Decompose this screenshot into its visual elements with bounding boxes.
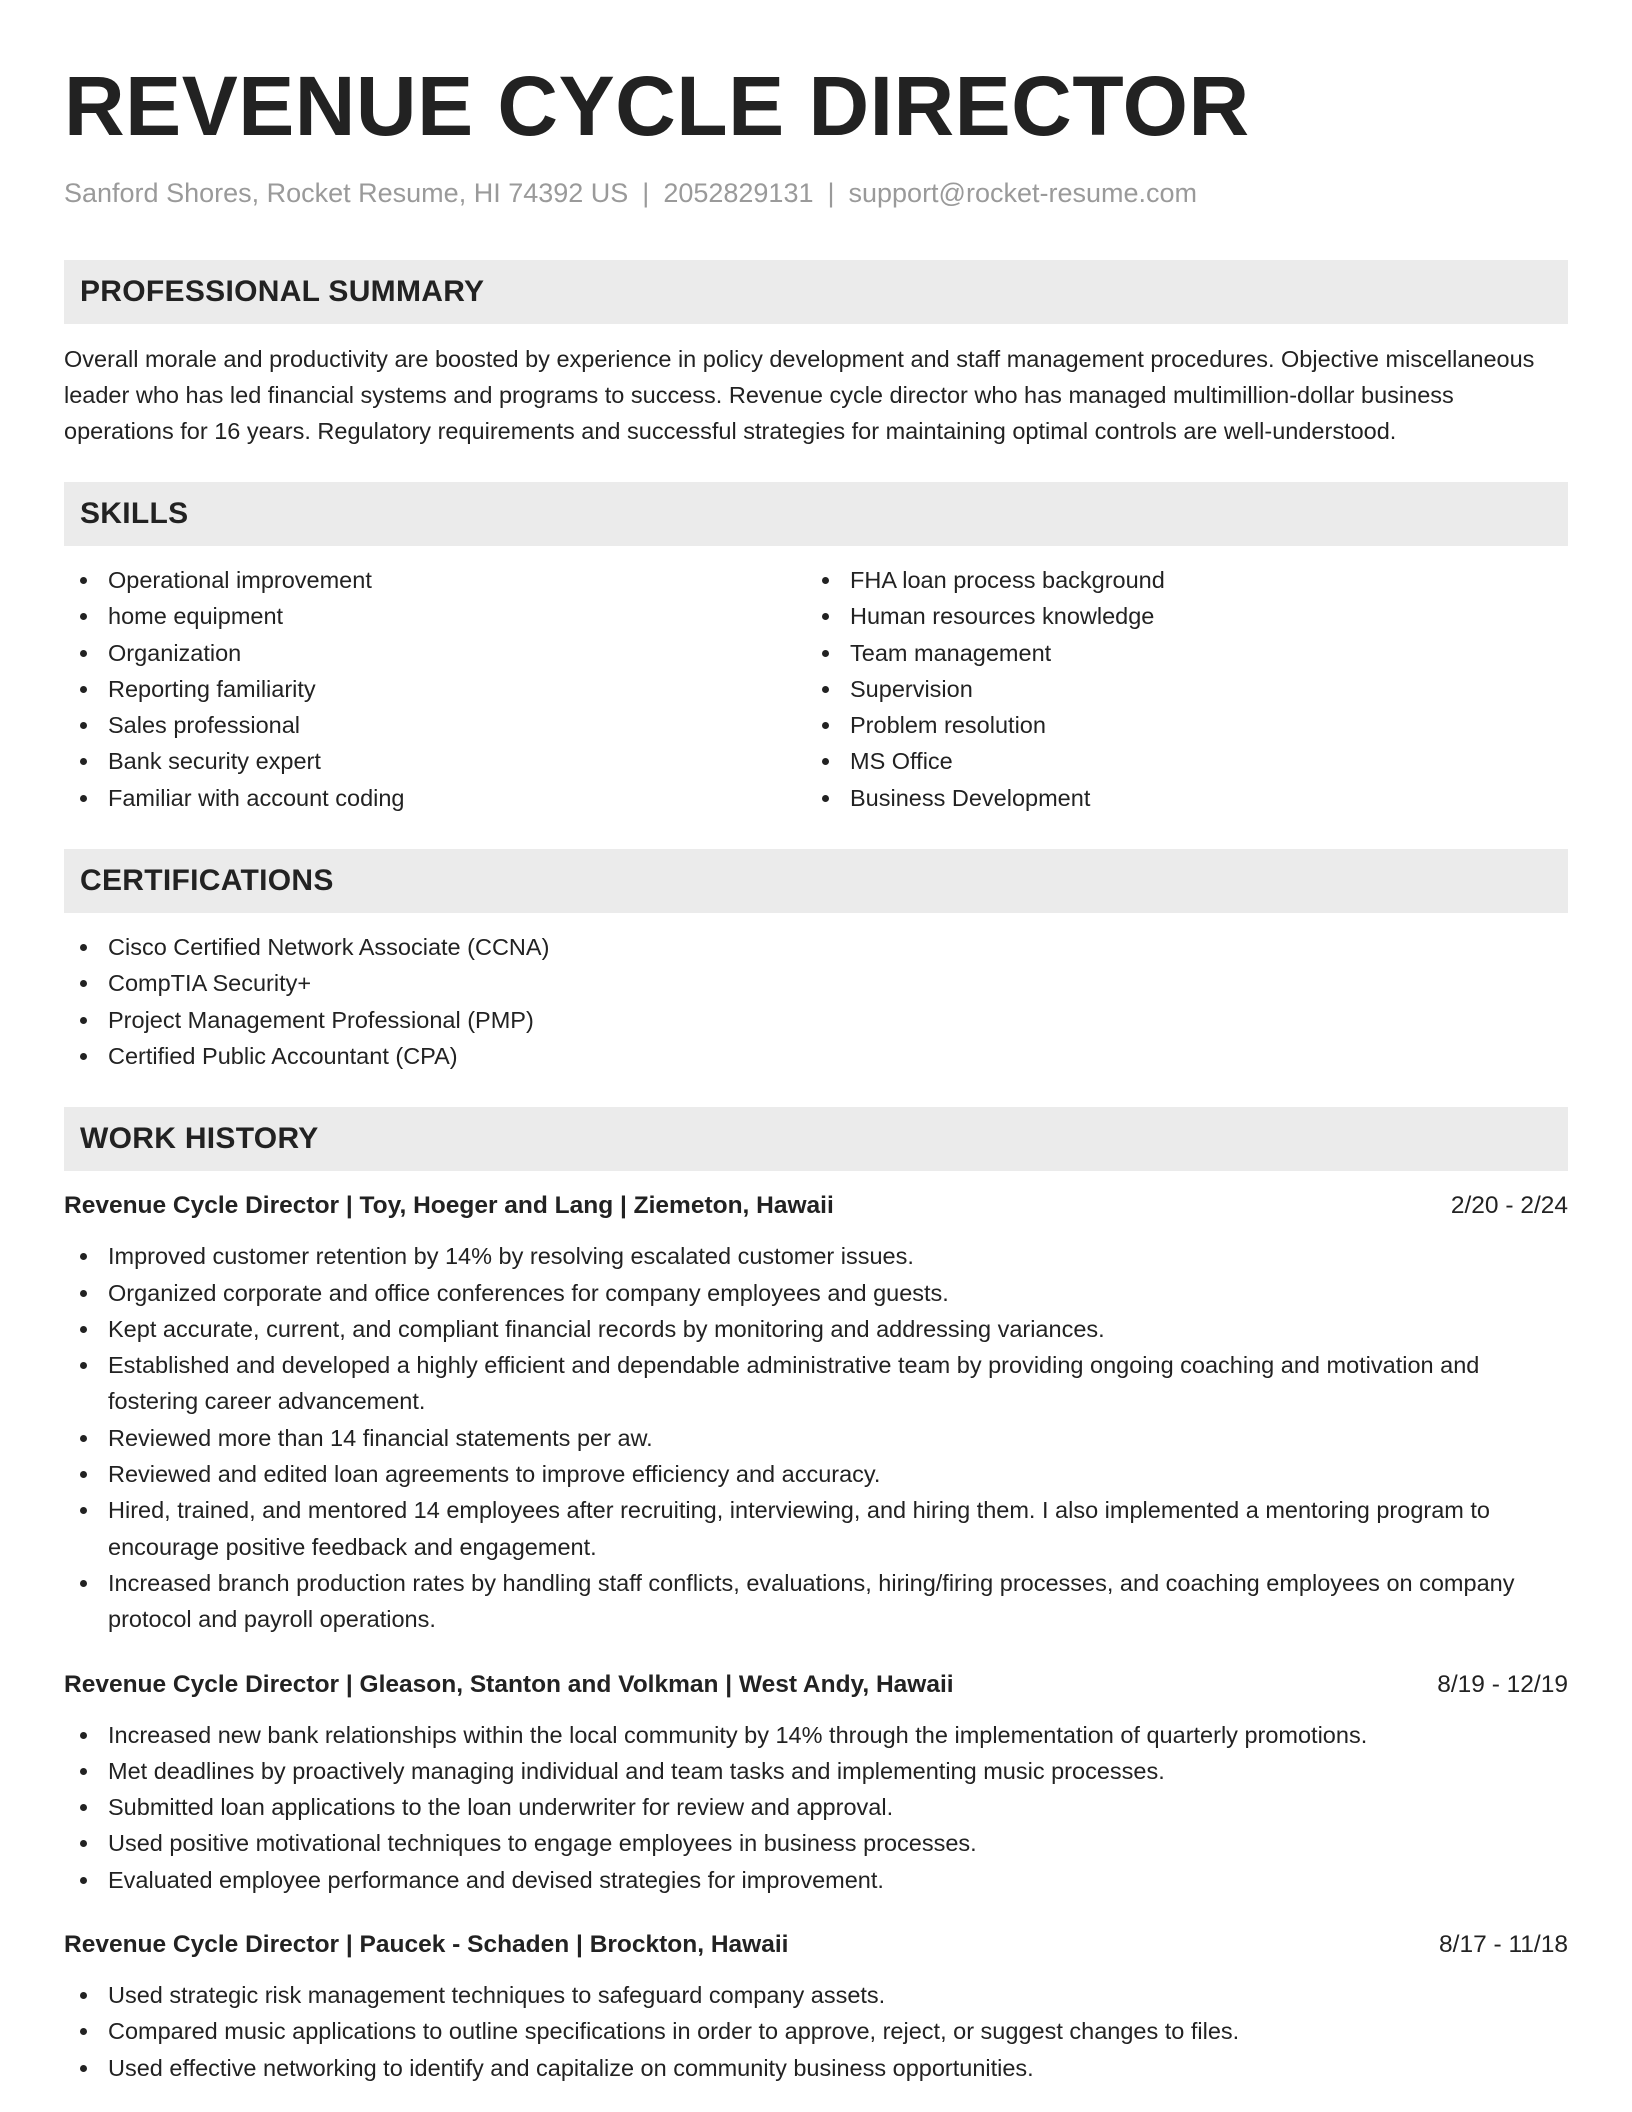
job-title-line: Revenue Cycle Director | Gleason, Stanton and Volkman | West Andy, Hawaii [64, 1670, 954, 1698]
job-bullet-list [64, 1717, 1568, 1898]
job-dates: 2/20 - 2/24 [1450, 1192, 1568, 1220]
job-heading [64, 1189, 1568, 1223]
job-heading [64, 1928, 1568, 1962]
contact-phone: 2052829131 [663, 178, 814, 208]
job-bullet: Reviewed more than 14 financial statements per aw. [64, 1420, 1568, 1456]
skill-item: FHA loan process background [806, 562, 1548, 598]
skills-list-left [64, 562, 806, 816]
job-bullet-list [64, 1238, 1568, 1637]
contact-separator: | [827, 178, 835, 208]
job-bullet: Organized corporate and office conferences for company employees and guests. [64, 1275, 1568, 1311]
skill-item: Organization [64, 635, 806, 671]
contact-address: Sanford Shores, Rocket Resume, HI 74392 US [64, 178, 629, 208]
job-bullet: Compared music applications to outline specifications in order to approve, reject, or suggest changes to files. [64, 2013, 1568, 2049]
job-bullet: Met deadlines by proactively managing individual and team tasks and implementing music processes. [64, 1753, 1568, 1789]
certification-item: Cisco Certified Network Associate (CCNA) [64, 929, 1568, 965]
resume-content [64, 56, 1568, 2086]
job-bullet: Hired, trained, and mentored 14 employees after recruiting, interviewing, and hiring them. I also implemented a mentoring program to encourage positive feedback and engagement. [64, 1492, 1568, 1565]
skill-item: Supervision [806, 671, 1548, 707]
certifications-list [64, 929, 1568, 1074]
job-bullet: Improved customer retention by 14% by resolving escalated customer issues. [64, 1238, 1568, 1274]
certification-item: Project Management Professional (PMP) [64, 1002, 1568, 1038]
job-bullet: Submitted loan applications to the loan underwriter for review and approval. [64, 1789, 1568, 1825]
skill-item: Human resources knowledge [806, 598, 1548, 634]
job-bullet: Reviewed and edited loan agreements to improve efficiency and accuracy. [64, 1456, 1568, 1492]
job-bullet: Increased branch production rates by handling staff conflicts, evaluations, hiring/firing processes, and coaching employees on company protocol and payroll operations. [64, 1565, 1568, 1638]
contact-email[interactable]: support@rocket-resume.com [848, 178, 1198, 208]
section-heading-skills: SKILLS [64, 482, 1568, 546]
skill-item: Sales professional [64, 707, 806, 743]
skills-list-right [806, 562, 1548, 816]
job-bullet: Increased new bank relationships within the local community by 14% through the implementation of quarterly promotions. [64, 1717, 1568, 1753]
job-bullet: Used strategic risk management techniques to safeguard company assets. [64, 1977, 1568, 2013]
skill-item: Problem resolution [806, 707, 1548, 743]
skill-item: Operational improvement [64, 562, 806, 598]
certification-item: Certified Public Accountant (CPA) [64, 1038, 1568, 1074]
skill-item: MS Office [806, 743, 1548, 779]
job-dates: 8/17 - 11/18 [1439, 1931, 1568, 1959]
job-title-line: Revenue Cycle Director | Paucek - Schaden | Brockton, Hawaii [64, 1931, 789, 1959]
summary-text: Overall morale and productivity are boosted by experience in policy development and staff management procedures. Objective miscellaneous leader who has led financial systems and programs to success. Revenue cycle director who has managed multimillion-dollar business operations for 16 years. Regulatory requirements and successful strategies for maintaining optimal controls are well-understood. [64, 346, 1535, 444]
job-bullet: Evaluated employee performance and devised strategies for improvement. [64, 1862, 1568, 1898]
job-bullet: Kept accurate, current, and compliant financial records by monitoring and addressing variances. [64, 1311, 1568, 1347]
skill-item: Familiar with account coding [64, 780, 806, 816]
job-bullet: Established and developed a highly efficient and dependable administrative team by providing ongoing coaching and motivation and fostering career advancement. [64, 1347, 1568, 1420]
job-dates: 8/19 - 12/19 [1437, 1670, 1568, 1698]
skills-columns [64, 562, 1568, 816]
job-title-line: Revenue Cycle Director | Toy, Hoeger and Lang | Ziemeton, Hawaii [64, 1192, 834, 1220]
section-heading-certifications: CERTIFICATIONS [64, 849, 1568, 913]
certification-item: CompTIA Security+ [64, 965, 1568, 1001]
section-heading-summary: PROFESSIONAL SUMMARY [64, 260, 1568, 324]
job-bullet: Used effective networking to identify and capitalize on community business opportunities. [64, 2050, 1568, 2086]
skill-item: Business Development [806, 780, 1548, 816]
contact-line [64, 176, 1568, 210]
skill-item: Bank security expert [64, 743, 806, 779]
job-bullet-list [64, 1977, 1568, 2086]
contact-separator: | [642, 178, 650, 208]
skill-item: Reporting familiarity [64, 671, 806, 707]
section-heading-work-history: WORK HISTORY [64, 1107, 1568, 1171]
job-bullet: Used positive motivational techniques to engage employees in business processes. [64, 1825, 1568, 1861]
resume-title: REVENUE CYCLE DIRECTOR [64, 59, 1250, 153]
skill-item: Team management [806, 635, 1548, 671]
job-heading [64, 1668, 1568, 1702]
skill-item: home equipment [64, 598, 806, 634]
